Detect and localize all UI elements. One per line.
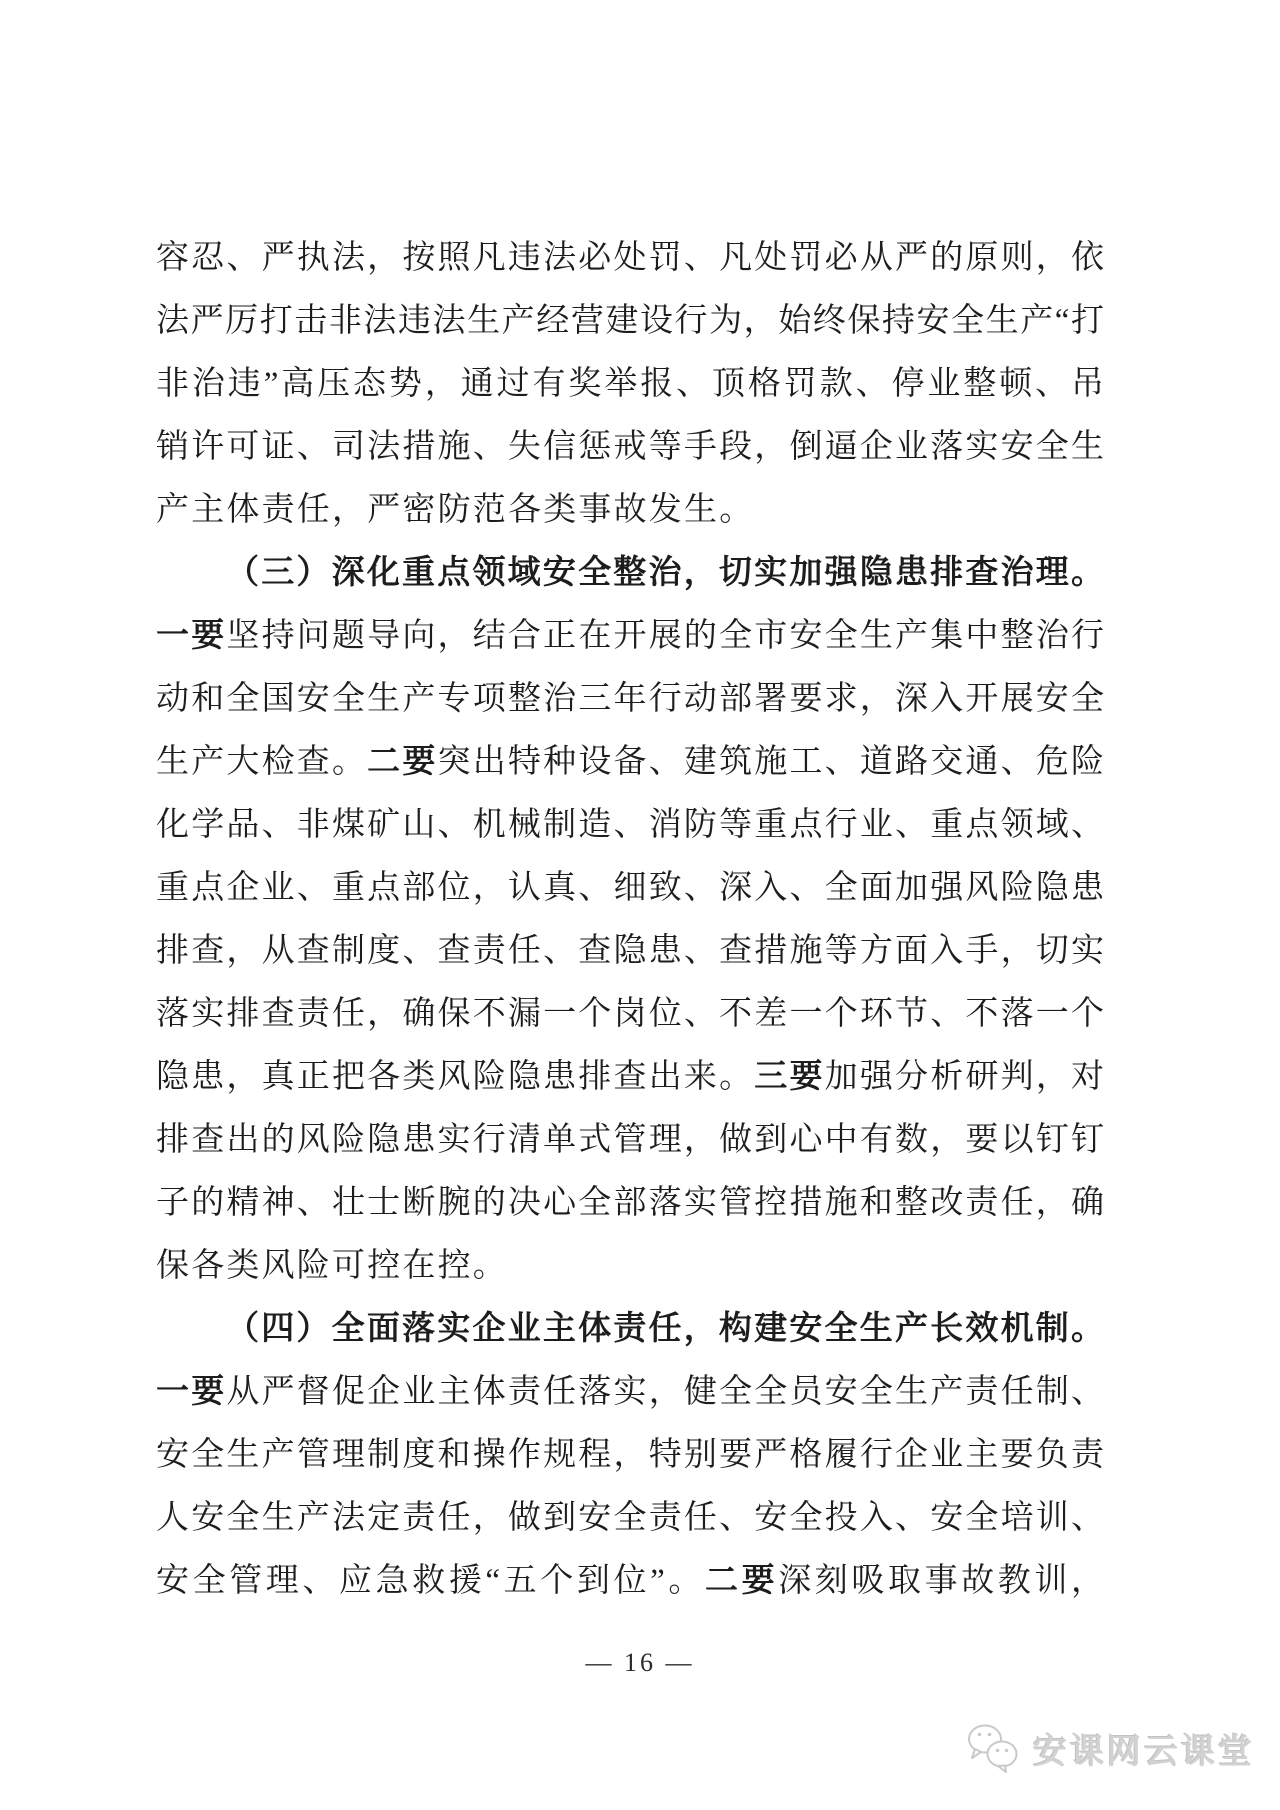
text-line <box>156 1298 1104 1361</box>
text-segment: 销许可证、司法措施、失信惩戒等手段，倒逼企业落实安全生 <box>156 429 1104 465</box>
text-segment: 排查，从查制度、查责任、查隐患、查措施等方面入手，切实 <box>156 933 1104 969</box>
emphasis-segment: 二要 <box>704 1563 779 1599</box>
text-segment: 安全生产管理制度和操作规程，特别要严格履行企业主要负责 <box>156 1437 1104 1473</box>
text-segment: 突出特种设备、建筑施工、道路交通、危险 <box>437 744 1105 780</box>
text-segment: 法严厉打击非法违法生产经营建设行为，始终保持安全生产“打 <box>156 303 1104 339</box>
text-line <box>156 1109 1104 1172</box>
text-segment: 人安全生产法定责任，做到安全责任、安全投入、安全培训、 <box>156 1500 1104 1536</box>
text-line <box>156 1361 1104 1424</box>
text-line <box>156 416 1104 479</box>
text-line <box>156 668 1104 731</box>
text-line <box>156 479 1104 542</box>
text-segment: 加强分析研判，对 <box>824 1059 1105 1095</box>
text-line <box>156 1235 1104 1298</box>
text-segment: 化学品、非煤矿山、机械制造、消防等重点行业、重点领域、 <box>156 807 1104 843</box>
text-line <box>156 227 1104 290</box>
text-line <box>156 353 1104 416</box>
text-line <box>156 1172 1104 1235</box>
text-line <box>156 290 1104 353</box>
emphasis-segment: （四）全面落实企业主体责任，构建安全生产长效机制。 <box>226 1311 1104 1347</box>
page-number: — 16 — <box>585 1648 695 1677</box>
text-line <box>156 983 1104 1046</box>
text-segment: 深刻吸取事故教训， <box>778 1563 1105 1599</box>
text-segment: 从严督促企业主体责任落实，健全全员安全生产责任制、 <box>226 1374 1105 1410</box>
text-line <box>156 1046 1104 1109</box>
chat-bubbles-icon <box>965 1722 1023 1774</box>
emphasis-segment: 一要 <box>156 618 227 654</box>
watermark <box>965 1722 1255 1774</box>
text-segment: 排查出的风险隐患实行清单式管理，做到心中有数，要以钉钉 <box>156 1122 1104 1158</box>
text-segment: 保各类风险可控在控。 <box>156 1248 508 1284</box>
text-line <box>156 731 1104 794</box>
watermark-text: 安课网云课堂 <box>1033 1732 1255 1771</box>
text-line <box>156 1550 1104 1613</box>
text-line <box>156 857 1104 920</box>
text-segment: 生产大检查。 <box>156 744 368 780</box>
text-segment: 非治违”高压态势，通过有奖举报、顶格罚款、停业整顿、吊 <box>156 366 1104 402</box>
text-segment: 坚持问题导向，结合正在开展的全市安全生产集中整治行 <box>226 618 1105 654</box>
text-segment: 落实排查责任，确保不漏一个岗位、不差一个环节、不落一个 <box>156 996 1104 1032</box>
emphasis-segment: （三）深化重点领域安全整治，切实加强隐患排查治理。 <box>226 555 1104 591</box>
text-segment: 容忍、严执法，按照凡违法必处罚、凡处罚必从严的原则，依 <box>156 240 1104 276</box>
text-segment: 子的精神、壮士断腕的决心全部落实管控措施和整改责任，确 <box>156 1185 1104 1221</box>
text-line <box>156 542 1104 605</box>
text-segment: 隐患，真正把各类风险隐患排查出来。 <box>156 1059 755 1095</box>
emphasis-segment: 一要 <box>156 1374 227 1410</box>
text-line <box>156 605 1104 668</box>
text-segment: 重点企业、重点部位，认真、细致、深入、全面加强风险隐患 <box>156 870 1104 906</box>
text-segment: 安全管理、应急救援“五个到位”。 <box>156 1563 705 1599</box>
emphasis-segment: 三要 <box>754 1059 825 1095</box>
text-line <box>156 794 1104 857</box>
text-line <box>156 1487 1104 1550</box>
emphasis-segment: 二要 <box>367 744 438 780</box>
document-text <box>156 227 1104 1613</box>
text-segment: 产主体责任，严密防范各类事故发生。 <box>156 492 755 528</box>
text-line <box>156 920 1104 983</box>
text-segment: 动和全国安全生产专项整治三年行动部署要求，深入开展安全 <box>156 681 1104 717</box>
text-line <box>156 1424 1104 1487</box>
